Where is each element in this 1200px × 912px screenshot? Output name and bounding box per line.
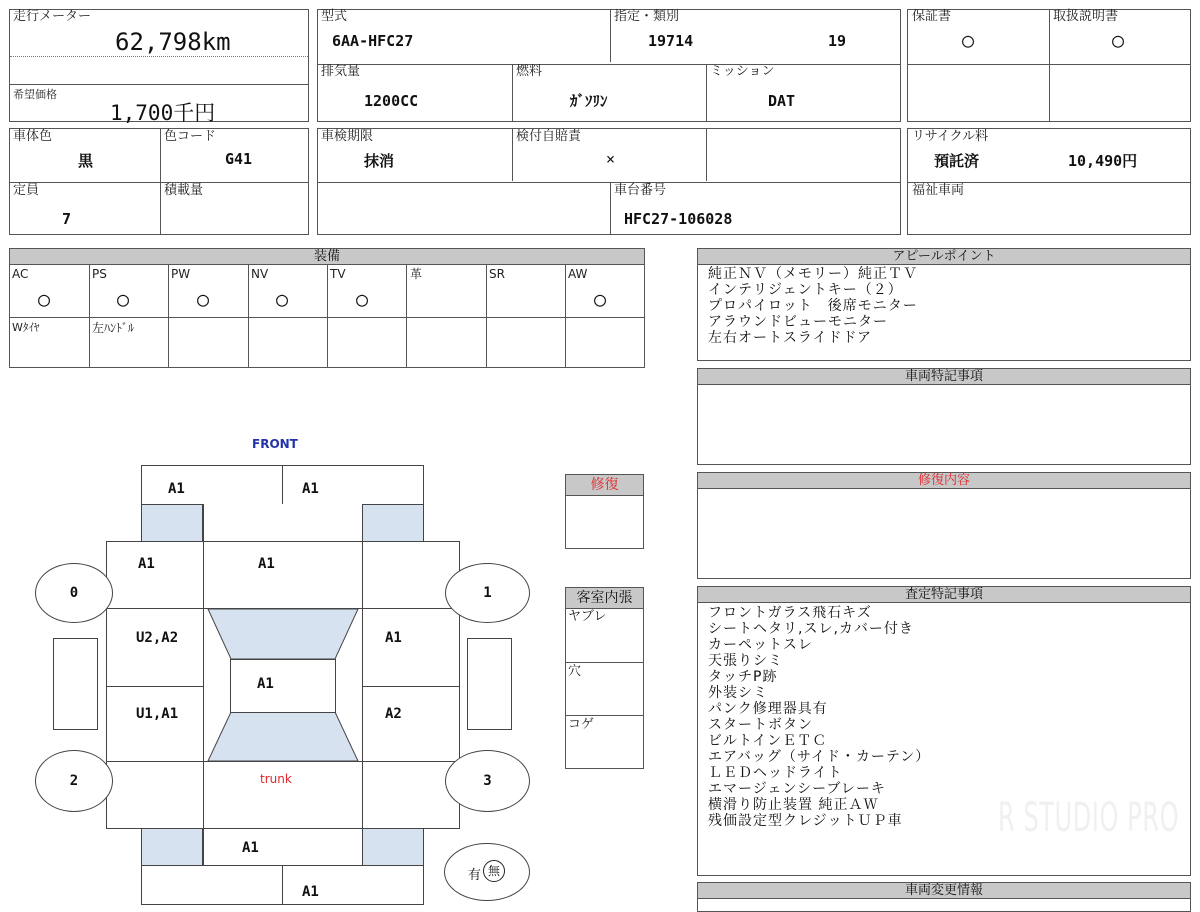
equip-nv-value: ○: [276, 287, 289, 311]
special-notes-box: [697, 368, 1191, 465]
recycle-value: 10,490円: [1068, 152, 1138, 170]
chassis-value: HFC27-106028: [624, 210, 733, 228]
model-label: 型式: [321, 9, 348, 24]
equipment-table: [9, 248, 645, 368]
assessment-line: 外装シミ: [708, 685, 768, 701]
equip-pw-value: ○: [197, 287, 210, 311]
hood-left: A1: [138, 556, 155, 572]
color-code-value: G41: [225, 150, 253, 168]
inspection-label: 車検期限: [321, 129, 374, 144]
warranty-label: 保証書: [912, 9, 952, 24]
manual-label: 取扱説明書: [1053, 9, 1119, 24]
equip-wtire-label: Wﾀｲﾔ: [12, 321, 40, 334]
body-color-value: 黒: [78, 152, 94, 170]
rear-panel: A1: [242, 840, 259, 856]
body-color-label: 車体色: [13, 129, 53, 144]
rear-bumper: A1: [302, 884, 319, 900]
fuel-value: ｶﾞｿﾘﾝ: [570, 92, 608, 110]
assessment-line: 横滑り防止装置 純正ＡＷ: [708, 797, 879, 813]
tire-front-left: 0: [35, 563, 113, 623]
left-rear-door: U1,A1: [136, 706, 179, 722]
front-label: FRONT: [252, 437, 298, 451]
assessment-line: エマージェンシーブレーキ: [708, 781, 886, 797]
equipment-title: 装備: [10, 249, 644, 265]
capacity-label: 定員: [13, 183, 40, 198]
assessment-line: ＬＥＤヘッドライト: [708, 765, 843, 781]
appeal-line: インテリジェントキー（２）: [708, 282, 903, 298]
chassis-label: 車台番号: [614, 183, 667, 198]
special-notes-title: 車両特記事項: [698, 369, 1190, 385]
fuel-label: 燃料: [516, 64, 543, 79]
vehicle-change-title: 車両変更情報: [698, 883, 1190, 899]
inspection-box: [317, 128, 901, 235]
appeal-line: 左右オートスライドドア: [708, 330, 873, 346]
tire-front-right: 1: [445, 563, 530, 623]
assessment-line: タッチP跡: [708, 669, 778, 685]
equip-ps-label: PS: [92, 267, 107, 281]
appeal-lines: [708, 266, 918, 346]
mission-label: ミッション: [710, 64, 775, 79]
designation-label: 指定・類別: [614, 9, 680, 24]
equip-pw-label: PW: [171, 267, 191, 281]
assessment-title: 査定特記事項: [698, 587, 1190, 603]
interior-item: 穴: [568, 664, 582, 679]
equip-sr-label: SR: [489, 267, 505, 281]
repair-box-title: 修復: [566, 475, 643, 496]
model-box: [317, 9, 901, 122]
assessment-line: カーペットスレ: [708, 637, 813, 653]
insurance-value: ×: [606, 150, 616, 168]
appeal-line: 純正ＮＶ（メモリー）純正ＴＶ: [708, 266, 918, 282]
recycle-status: 預託済: [934, 152, 980, 170]
designation-value: 19714: [648, 32, 694, 50]
equip-lefthand-label: 左ﾊﾝﾄﾞﾙ: [92, 321, 135, 335]
assessment-line: 残価設定型クレジットＵＰ車: [708, 813, 903, 829]
load-label: 積載量: [164, 183, 204, 198]
manual-value: ○: [1112, 28, 1125, 52]
equip-tv-value: ○: [356, 287, 369, 311]
equip-ac-label: AC: [12, 267, 29, 281]
model-value: 6AA-HFC27: [332, 32, 414, 50]
assessment-box: [697, 586, 1191, 876]
left-front-door: U2,A2: [136, 630, 179, 646]
hood-center: A1: [258, 556, 275, 572]
price-value: 1,700千円: [110, 101, 216, 125]
color-code-label: 色コード: [164, 129, 217, 144]
equip-ac-value: ○: [38, 287, 51, 311]
vehicle-change-box: [697, 882, 1191, 912]
repair-details-title: 修復内容: [698, 473, 1190, 489]
capacity-value: 7: [62, 210, 72, 228]
front-bumper-left: A1: [168, 481, 185, 497]
trunk-label: trunk: [260, 772, 292, 786]
interior-item: ヤブレ: [568, 609, 607, 624]
category-value: 19: [828, 32, 847, 50]
equip-ps-value: ○: [117, 287, 130, 311]
welfare-label: 福祉車両: [912, 183, 965, 198]
price-label: 希望価格: [13, 88, 57, 101]
front-bumper-right: A1: [302, 481, 319, 497]
appeal-line: プロパイロット 後席モニター: [708, 298, 918, 314]
warranty-box: [907, 9, 1191, 122]
inspection-value: 抹消: [364, 152, 395, 170]
presence-no: 無: [483, 860, 505, 882]
interior-title: 客室内張: [566, 588, 643, 609]
tire-rear-left: 2: [35, 750, 113, 812]
odometer-label: 走行メーター: [13, 9, 92, 24]
equip-aw-label: AW: [568, 267, 588, 281]
interior-box: [565, 587, 644, 769]
tire-rear-right: 3: [445, 750, 530, 812]
assessment-line: パンク修理器具有: [708, 701, 828, 717]
assessment-lines: [708, 605, 930, 829]
appeal-line: アラウンドビューモニター: [708, 314, 888, 330]
recycle-label: リサイクル料: [912, 129, 989, 144]
assessment-line: エアバッグ（サイド・カーテン）: [708, 749, 931, 765]
assessment-line: 天張りシミ: [708, 653, 783, 669]
equip-nv-label: NV: [251, 267, 269, 281]
right-front-door: A1: [385, 630, 402, 646]
watermark: R STUDIO PRO: [998, 795, 1180, 841]
displacement-label: 排気量: [321, 64, 361, 79]
repair-box: [565, 474, 644, 549]
mission-value: DAT: [768, 92, 796, 110]
right-rear-door: A2: [385, 706, 402, 722]
assessment-line: フロントガラス飛石キズ: [708, 605, 872, 621]
insurance-label: 検付自賠責: [516, 129, 582, 144]
presence-yes: 有: [468, 868, 482, 883]
color-box: [9, 128, 309, 235]
equip-aw-value: ○: [594, 287, 607, 311]
appeal-title: アピールポイント: [698, 249, 1190, 265]
interior-item: コゲ: [568, 717, 595, 732]
assessment-line: シートヘタリ,スレ,カバー付き: [708, 621, 914, 637]
roof: A1: [257, 676, 274, 692]
repair-details-box: [697, 472, 1191, 579]
presence-indicator: [444, 843, 530, 901]
odometer-price-box: [9, 9, 309, 125]
appeal-box: [697, 248, 1191, 361]
displacement-value: 1200CC: [364, 92, 419, 110]
equip-tv-label: TV: [330, 267, 346, 281]
equip-leather-label: 革: [410, 267, 423, 281]
warranty-value: ○: [962, 28, 975, 52]
assessment-line: ビルトインＥＴＣ: [708, 733, 828, 749]
recycle-box: [907, 128, 1191, 235]
odometer-value: 62,798km: [115, 28, 231, 56]
assessment-line: スタートボタン: [708, 717, 813, 733]
